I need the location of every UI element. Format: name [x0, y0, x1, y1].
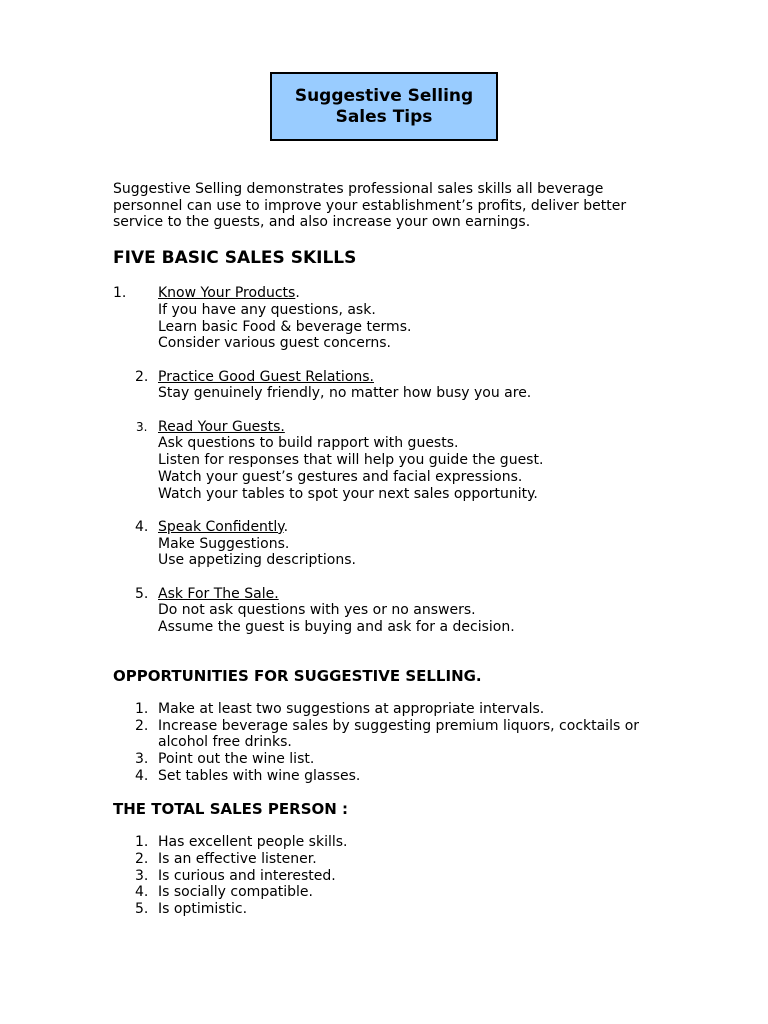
skill-item-1: [113, 285, 673, 352]
document-body: [113, 181, 673, 918]
list-item-number: 3.: [135, 867, 149, 884]
list-item: [113, 701, 673, 718]
skill-detail: Listen for responses that will help you guide the guest.: [158, 452, 544, 469]
salesperson-heading: THE TOTAL SALES PERSON :: [113, 800, 349, 819]
list-item: [113, 834, 673, 851]
list-item-number: 5.: [135, 901, 149, 918]
intro-paragraph: Suggestive Selling demonstrates professional sales skills all beverage personnel can use to improve your establishment’s profits, deliver better service to the guests, and also increase your own earnings.: [113, 181, 627, 231]
skill-title-trail: .: [295, 285, 300, 302]
list-item: [113, 901, 673, 918]
skill-number: 1.: [113, 285, 127, 302]
skill-number: 4.: [135, 518, 149, 535]
list-item-number: 2.: [135, 717, 149, 734]
skill-detail: Assume the guest is buying and ask for a decision.: [158, 619, 515, 636]
list-item-number: 4.: [135, 767, 149, 784]
list-item-number: 1.: [135, 700, 149, 717]
skill-detail: Ask questions to build rapport with guests.: [158, 435, 459, 452]
opportunities-list: [113, 701, 673, 785]
list-item: [113, 884, 673, 901]
list-item: [113, 768, 673, 785]
skill-detail: Watch your guest’s gestures and facial expressions.: [158, 468, 523, 485]
list-item: [113, 751, 673, 768]
list-item-text: Make at least two suggestions at appropriate intervals.: [158, 700, 545, 717]
skill-detail: Learn basic Food & beverage terms.: [158, 318, 412, 335]
skill-item-3: [113, 419, 673, 503]
list-item-text: Is socially compatible.: [158, 884, 313, 901]
skill-detail: Make Suggestions.: [158, 535, 290, 552]
list-item-text: Has excellent people skills.: [158, 834, 348, 851]
list-item-text: Point out the wine list.: [158, 750, 315, 767]
skill-item-5: [113, 586, 673, 636]
skill-title: Practice Good Guest Relations.: [158, 368, 374, 385]
skill-detail: Stay genuinely friendly, no matter how busy you are.: [158, 385, 532, 402]
list-item-text: Increase beverage sales by suggesting premium liquors, cocktails or alcohol free drinks.: [158, 717, 640, 751]
skill-detail: Consider various guest concerns.: [158, 335, 391, 352]
skill-detail: Do not ask questions with yes or no answers.: [158, 602, 476, 619]
skill-detail: Watch your tables to spot your next sales opportunity.: [158, 485, 538, 502]
salesperson-list: [113, 834, 673, 918]
list-item-text: Is curious and interested.: [158, 867, 336, 884]
skill-title: Ask For The Sale.: [158, 585, 279, 602]
opportunities-heading: OPPORTUNITIES FOR SUGGESTIVE SELLING.: [113, 666, 482, 685]
list-item-number: 2.: [135, 851, 149, 868]
skill-title: Speak Confidently: [158, 518, 284, 535]
skill-item-2: [113, 369, 673, 402]
list-item: [113, 851, 673, 868]
document-title-box: [270, 72, 498, 141]
skill-item-4: [113, 519, 673, 569]
skill-title-trail: .: [283, 518, 289, 535]
skill-title: Know Your Products: [158, 285, 296, 302]
list-item-text: Is an effective listener.: [158, 851, 317, 868]
document-title-line-2: Sales Tips: [335, 106, 433, 127]
document-title-line-1: Suggestive Selling: [294, 85, 474, 106]
list-item-text: Is optimistic.: [158, 901, 248, 918]
list-item-number: 3.: [135, 750, 149, 767]
skill-number: 5.: [135, 585, 149, 602]
list-item-text: Set tables with wine glasses.: [158, 767, 361, 784]
skill-number: 2.: [135, 368, 149, 385]
list-item-number: 4.: [135, 884, 149, 901]
skills-heading: FIVE BASIC SALES SKILLS: [113, 248, 357, 269]
skill-detail: If you have any questions, ask.: [158, 301, 376, 318]
skill-number: 3.: [136, 419, 148, 434]
skill-title: Read Your Guests.: [158, 418, 285, 435]
list-item-number: 1.: [135, 834, 149, 851]
skill-detail: Use appetizing descriptions.: [158, 552, 356, 569]
list-item: [113, 868, 673, 885]
list-item: [113, 718, 673, 751]
